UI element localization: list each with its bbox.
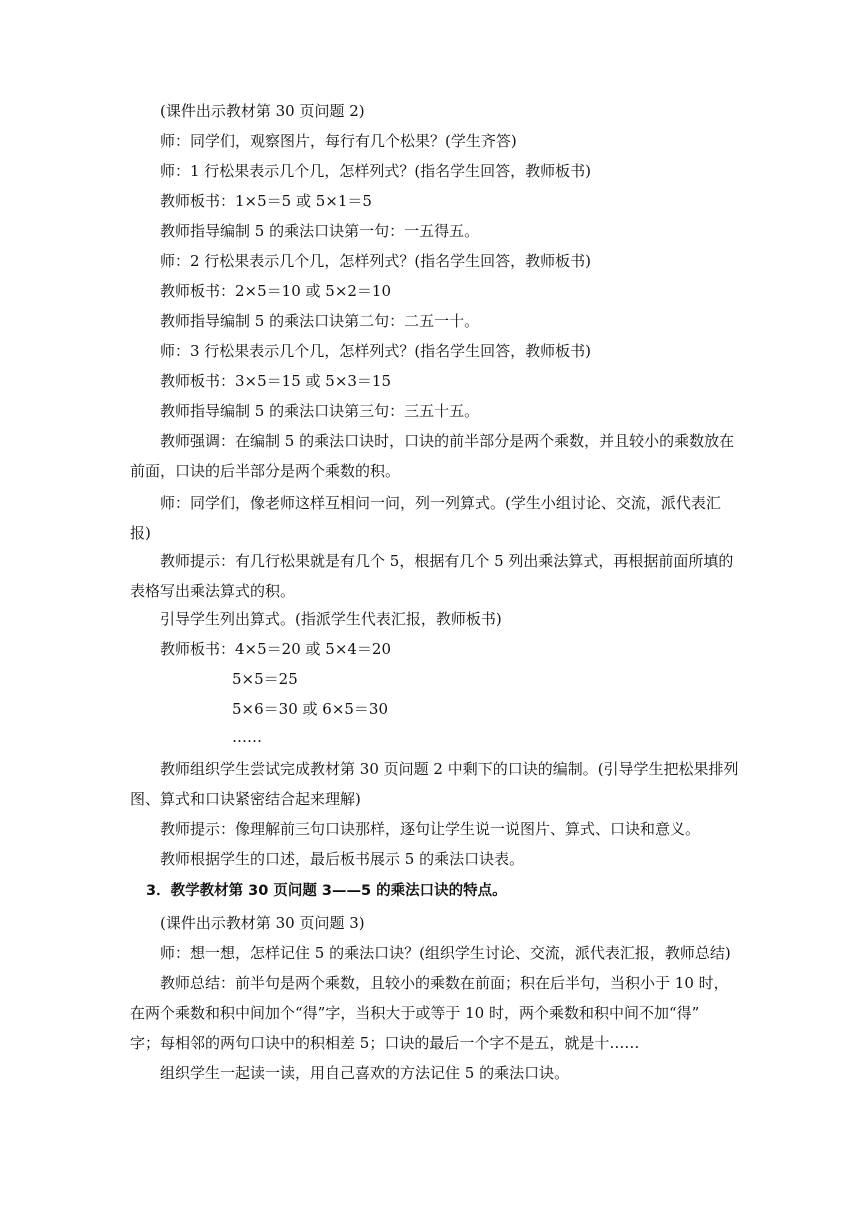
text-line: 教师指导编制 5 的乘法口诀第三句：三五十五。 — [160, 402, 480, 420]
text-line: 教师板书：3×5＝15 或 5×3＝15 — [160, 372, 392, 390]
text-line: (课件出示教材第 30 页问题 2) — [160, 102, 365, 120]
text-line: 教师板书：1×5＝5 或 5×1＝5 — [160, 192, 372, 210]
text-line: …… — [232, 728, 262, 746]
text-line: 教师板书：4×5＝20 或 5×4＝20 — [160, 640, 392, 658]
text-line: 5×5＝25 — [232, 670, 298, 688]
text-line: 教师板书：2×5＝10 或 5×2＝10 — [160, 282, 392, 300]
section-heading: 3．教学教材第 30 页问题 3——5 的乘法口诀的特点。 — [146, 883, 507, 899]
text-line: 师：同学们，观察图片，每行有几个松果？(学生齐答) — [160, 132, 517, 150]
paragraph-line: 教师提示：有几行松果就是有几个 5，根据有几个 5 列出乘法算式，再根据前面所填的 — [160, 552, 734, 570]
paragraph-line: 报) — [130, 524, 151, 542]
paragraph-line: 在两个乘数和积中间加个“得”字，当积大于或等于 10 时，两个乘数和积中间不加“得” — [130, 1004, 700, 1022]
paragraph-line: 图、算式和口诀紧密结合起来理解) — [130, 790, 361, 808]
paragraph-line: 前面，口诀的后半部分是两个乘数的积。 — [130, 462, 401, 480]
text-line: 教师提示：像理解前三句口诀那样，逐句让学生说一说图片、算式、口诀和意义。 — [160, 820, 701, 838]
text-line: 组织学生一起读一读，用自己喜欢的方法记住 5 的乘法口诀。 — [160, 1064, 570, 1082]
text-line: 师：2 行松果表示几个几，怎样列式？(指名学生回答，教师板书) — [160, 252, 592, 270]
paragraph-line: 师：同学们，像老师这样互相问一问，列一列算式。(学生小组讨论、交流，派代表汇 — [160, 494, 721, 512]
text-line: 教师根据学生的口述，最后板书展示 5 的乘法口诀表。 — [160, 850, 525, 868]
text-line: 教师指导编制 5 的乘法口诀第一句：一五得五。 — [160, 222, 480, 240]
text-line: 5×6＝30 或 6×5＝30 — [232, 700, 389, 718]
text-line: 教师指导编制 5 的乘法口诀第二句：二五一十。 — [160, 312, 480, 330]
paragraph-line: 教师组织学生尝试完成教材第 30 页问题 2 中剩下的口诀的编制。(引导学生把松果排列 — [160, 760, 739, 778]
paragraph-line: 教师强调：在编制 5 的乘法口诀时，口诀的前半部分是两个乘数，并且较小的乘数放在 — [160, 432, 735, 450]
text-line: (课件出示教材第 30 页问题 3) — [160, 914, 365, 932]
text-line: 师：想一想，怎样记住 5 的乘法口诀？(组织学生讨论、交流，派代表汇报，教师总结) — [160, 944, 731, 962]
paragraph-line: 教师总结：前半句是两个乘数，且较小的乘数在前面；积在后半句，当积小于 10 时， — [160, 974, 729, 992]
text-line: 师：1 行松果表示几个几，怎样列式？(指名学生回答，教师板书) — [160, 162, 592, 180]
paragraph-line: 字；每相邻的两句口诀中的积相差 5；口诀的最后一个字不是五，就是十…… — [130, 1034, 640, 1052]
text-line: 师：3 行松果表示几个几，怎样列式？(指名学生回答，教师板书) — [160, 342, 592, 360]
text-line: 引导学生列出算式。(指派学生代表汇报，教师板书) — [160, 610, 502, 628]
paragraph-line: 表格写出乘法算式的积。 — [130, 582, 296, 600]
